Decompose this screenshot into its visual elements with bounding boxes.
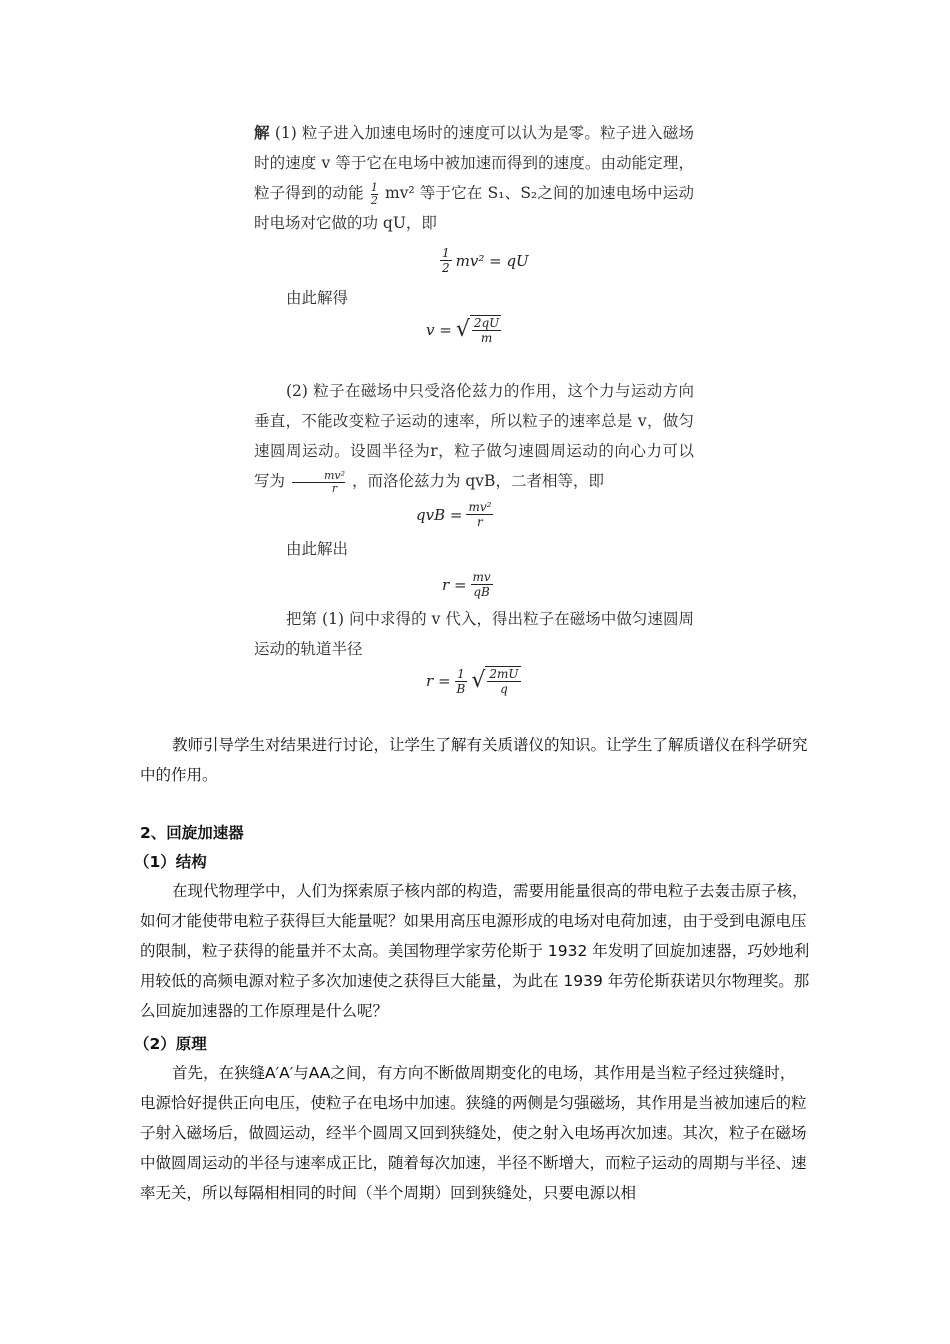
subsection-principle-heading: （2）原理 xyxy=(134,1035,207,1053)
equation-orbit-radius: r = $\frac{1}{B}$ √ $\frac{2mU}{q}$ xyxy=(426,666,519,696)
solution-paragraph-5: 把第 (1) 问中求得的 v 代入，得出粒子在磁场中做匀速圆周运动的轨道半径 xyxy=(254,610,694,658)
discussion-paragraph: 教师引导学生对结果进行讨论，让学生了解有关质谱仪的知识。让学生了解质谱仪在科学研究中的作用。 xyxy=(140,736,808,784)
equation-lorentz-force: qvB = $\frac{\text{mv²}}{r}$ xyxy=(416,500,492,529)
solution-paragraph-1: 解 (1) 粒子进入加速电场时的速度可以认为是零。粒子进入磁场时的速度 v 等于它在电场中被加速而得到的速度。由动能定理，粒子得到的动能 $\frac{1}{2}$ mv² 等于它在 S₁、S₂之间的加速电场中运动时电场对它做的功 qU，即 xyxy=(254,123,694,232)
solution-paragraph-2: 由此解得 xyxy=(286,289,349,307)
equation-velocity: v = √ $\frac{2qU}{m}$ xyxy=(426,316,500,345)
equation-radius: r = $\frac{mv}{qB}$ xyxy=(442,570,491,599)
equation-kinetic-energy: $\frac{1}{2}$ mv² = qU xyxy=(442,246,529,275)
half-fraction: $\frac{1}{2}$ xyxy=(370,180,378,207)
subsection-structure-heading: （1）结构 xyxy=(134,853,207,871)
section-2-heading: 2、回旋加速器 xyxy=(140,824,244,842)
solution-label: 解 xyxy=(254,123,270,142)
solution-paragraph-3: (2) 粒子在磁场中只受洛伦兹力的作用，这个力与运动方向垂直，不能改变粒子运动的速率，所以粒子的速率总是 v，做匀速圆周运动。设圆半径为r，粒子做匀速圆周运动的向心力可以写为 $\frac{\text{mv²}}{r}$ ，而洛伦兹力为 qvB，二者相等，即 xyxy=(254,382,694,495)
principle-paragraph: 首先，在狭缝A′A′与AA之间，有方向不断做周期变化的电场，其作用是当粒子经过狭缝时，电源恰好提供正向电压，使粒子在电场中加速。狭缝的两侧是匀强磁场，其作用是当被加速后的粒子射入磁场后，做圆运动，经半个圆周又回到狭缝处，使之射入电场再次加速。其次，粒子在磁场中做圆周运动的半径与速率成正比，随着每次加速，半径不断增大，而粒子运动的周期与半径、速率无关，所以每隔相相同的时间（半个周期）回到狭缝处，只要电源以相 xyxy=(140,1064,807,1202)
solution-paragraph-4: 由此解出 xyxy=(286,540,349,558)
structure-paragraph: 在现代物理学中，人们为探索原子核内部的构造，需要用能量很高的带电粒子去轰击原子核，如何才能使带电粒子获得巨大能量呢？如果用高压电源形成的电场对电荷加速，由于受到电源电压的限制，粒子获得的能量并不太高。美国物理学家劳伦斯于 1932 年发明了回旋加速器，巧妙地利用较低的高频电源对粒子多次加速使之获得巨大能量，为此在 1939 年劳伦斯获诺贝尔物理奖。那么回旋加速器的工作原理是什么呢？ xyxy=(140,882,810,1020)
textbook-solution-scan xyxy=(250,118,695,708)
